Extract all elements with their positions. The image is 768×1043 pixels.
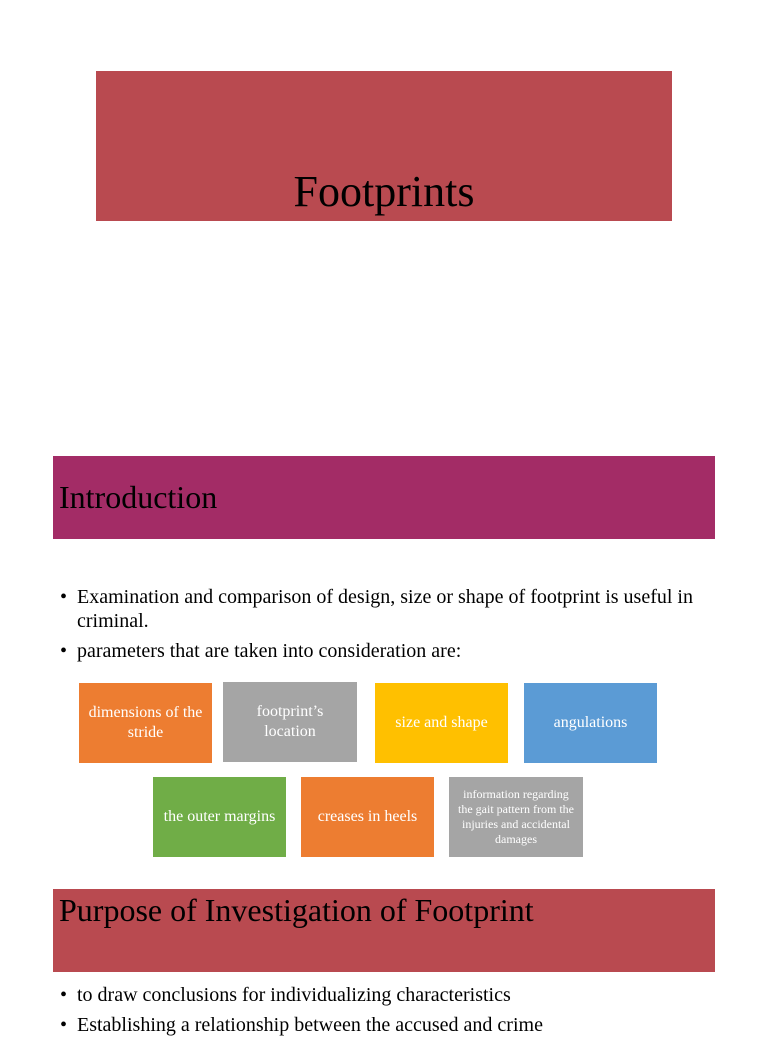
page-title: Footprints bbox=[293, 167, 475, 216]
parameter-label: the outer margins bbox=[163, 808, 276, 825]
bullet-icon: • bbox=[60, 1014, 68, 1036]
list-item bbox=[60, 1013, 700, 1037]
parameter-label: dimensions of the stride bbox=[88, 704, 203, 741]
bullet-icon: • bbox=[60, 984, 68, 1006]
purpose-bullet-list bbox=[60, 983, 700, 1043]
introduction-heading: Introduction bbox=[59, 479, 218, 515]
parameter-label: information regarding the gait pattern from the injuries and accidental damages bbox=[458, 787, 574, 846]
parameter-label: angulations bbox=[553, 714, 628, 731]
purpose-heading: Purpose of Investigation of Footprint bbox=[59, 892, 534, 928]
parameter-box-size-shape bbox=[375, 683, 508, 763]
parameter-box-stride bbox=[79, 683, 212, 763]
parameter-label: creases in heels bbox=[317, 808, 418, 825]
parameter-label: size and shape bbox=[395, 714, 488, 731]
bullet-icon: • bbox=[60, 586, 68, 608]
bullet-text: parameters that are taken into consideration are: bbox=[77, 640, 462, 662]
introduction-bullet-list bbox=[60, 585, 700, 669]
bullet-text: Examination and comparison of design, size or shape of footprint is useful in criminal. bbox=[77, 586, 693, 632]
parameter-box-angulations bbox=[524, 683, 657, 763]
bullet-text: to draw conclusions for individualizing characteristics bbox=[77, 984, 511, 1006]
parameter-label: footprint’s location bbox=[256, 703, 324, 740]
list-item bbox=[60, 639, 700, 663]
bullet-text: Establishing a relationship between the accused and crime bbox=[77, 1014, 543, 1036]
list-item bbox=[60, 983, 700, 1007]
parameter-box-location bbox=[223, 682, 357, 762]
parameter-box-outer-margins bbox=[153, 777, 286, 857]
list-item bbox=[60, 585, 700, 633]
parameter-box-creases bbox=[301, 777, 434, 857]
bullet-icon: • bbox=[60, 640, 68, 662]
parameter-box-gait-pattern bbox=[449, 777, 583, 857]
